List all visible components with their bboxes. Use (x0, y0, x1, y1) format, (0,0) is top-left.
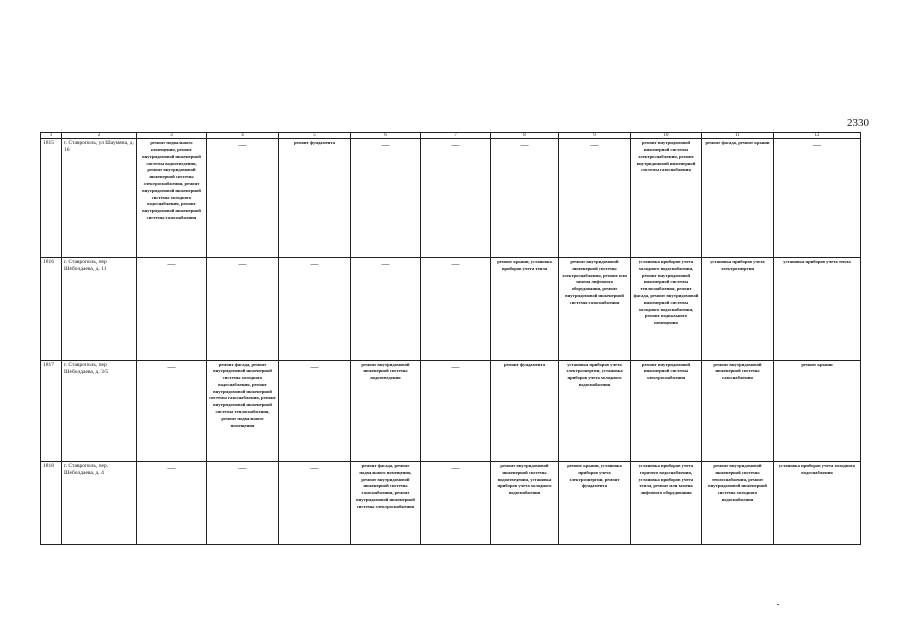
row-number: 1817 (41, 360, 62, 461)
work-cell: ремонт внутридомовой инженерной системы теплоснабжения, ремонт внутридомовой инженерной системы холодного водоснабжения (702, 461, 774, 544)
scan-speck (777, 604, 779, 605)
work-cell: ремонт внутридомовой инженерной системы водоотведения (351, 360, 421, 461)
repair-schedule-table (40, 132, 861, 545)
work-cell: установка приборов учета тепла (774, 258, 861, 360)
work-cell: ремонт внутридомовой инженерной системы электроснабжения, ремонт внутридомовой инженерной системы газоснабжения (631, 139, 702, 258)
empty-dash-cell: — (774, 139, 861, 258)
row-number: 1815 (41, 139, 62, 258)
empty-dash-cell: — (421, 461, 491, 544)
column-header: 1 (41, 133, 62, 139)
address-cell: г. Ставрополь, пер Шеболдаева, д. 3/5 (62, 360, 137, 461)
column-header: 12 (774, 133, 861, 139)
work-cell: ремонт фасада, ремонт подвального помещения, ремонт внутридомовой инженерной системы газоснабжения, ремонт внутридомовой инженерной системы электроснабжения (351, 461, 421, 544)
column-header: 4 (207, 133, 279, 139)
address-cell: г. Ставрополь, ул Шаумяна, д. 16 (62, 139, 137, 258)
table-row (41, 360, 861, 461)
work-cell: установка приборов учета горячего водоснабжения, установка приборов учета тепла, ремонт или замена лифтового оборудования (631, 461, 702, 544)
empty-dash-cell: — (137, 360, 207, 461)
empty-dash-cell: — (421, 360, 491, 461)
work-cell: ремонт крыши, установка приборов учета тепла (491, 258, 559, 360)
work-cell: ремонт фасада, ремонт внутридомовой инженерной системы холодного водоснабжения, ремонт внутридомовой инженерной системы газоснабжения, ремонт внутридомовой инженерной системы теплоснабжения, ремонт подвального помещения (207, 360, 279, 461)
column-header: 2 (62, 133, 137, 139)
address-cell: г. Ставрополь, пер. Шеболдаева, д. 4 (62, 461, 137, 544)
work-cell: ремонт внутридомовой инженерной системы водоотведения, установка приборов учета холодного водоснабжения (491, 461, 559, 544)
table-row (41, 139, 861, 258)
column-header: 9 (559, 133, 631, 139)
table-row (41, 258, 861, 360)
empty-dash-cell: — (491, 139, 559, 258)
table-row (41, 461, 861, 544)
work-cell: установка приборов учета электроэнергии, установка приборов учета холодного водоснабжения (559, 360, 631, 461)
empty-dash-cell: — (559, 139, 631, 258)
empty-dash-cell: — (137, 461, 207, 544)
column-header: 6 (351, 133, 421, 139)
work-cell: ремонт крыши, установка приборов учета электроэнергии, ремонт фундамента (559, 461, 631, 544)
work-cell: ремонт внутридомовой инженерной системы электроснабжения (631, 360, 702, 461)
empty-dash-cell: — (421, 258, 491, 360)
empty-dash-cell: — (351, 258, 421, 360)
work-cell: установка приборов учета холодного водоснабжения, ремонт внутридомовой инженерной системы теплоснабжения, ремонт фасада, ремонт внутридомовой инженерной системы холодного водоснабжения, ремонт подвального помещения (631, 258, 702, 360)
empty-dash-cell: — (207, 258, 279, 360)
column-header: 3 (137, 133, 207, 139)
empty-dash-cell: — (421, 139, 491, 258)
work-cell: ремонт фасада, ремонт крыши (702, 139, 774, 258)
work-cell: ремонт внутридомовой инженерной системы газоснабжения (702, 360, 774, 461)
row-number: 1816 (41, 258, 62, 360)
column-header: 5 (279, 133, 351, 139)
column-header: 8 (491, 133, 559, 139)
work-cell: ремонт фундамента (491, 360, 559, 461)
empty-dash-cell: — (351, 139, 421, 258)
work-cell: установка приборов учета холодного водоснабжения (774, 461, 861, 544)
column-header: 10 (631, 133, 702, 139)
address-cell: г. Ставрополь, пер Шеболдаева, д. 11 (62, 258, 137, 360)
empty-dash-cell: — (207, 139, 279, 258)
work-cell: ремонт подвального помещения, ремонт внутридомовой инженерной системы водоотведения, ремонт внутридомовой инженерной системы электроснабжения, ремонт внутридомовой инженерной системы холодного водоснабжения, ремонт внутридомовой инженерной системы газоснабжения (137, 139, 207, 258)
empty-dash-cell: — (279, 258, 351, 360)
page-number: 2330 (847, 117, 869, 129)
work-cell: ремонт крыши (774, 360, 861, 461)
empty-dash-cell: — (207, 461, 279, 544)
empty-dash-cell: — (279, 461, 351, 544)
empty-dash-cell: — (279, 360, 351, 461)
work-cell: установка приборов учета электроэнергии (702, 258, 774, 360)
empty-dash-cell: — (137, 258, 207, 360)
row-number: 1818 (41, 461, 62, 544)
work-cell: ремонт фундамента (279, 139, 351, 258)
column-header: 11 (702, 133, 774, 139)
column-header: 7 (421, 133, 491, 139)
work-cell: ремонт внутридомовой инженерной системы электроснабжения, ремонт или замена лифтового оборудования, ремонт внутридомовой инженерной системы газоснабжения (559, 258, 631, 360)
